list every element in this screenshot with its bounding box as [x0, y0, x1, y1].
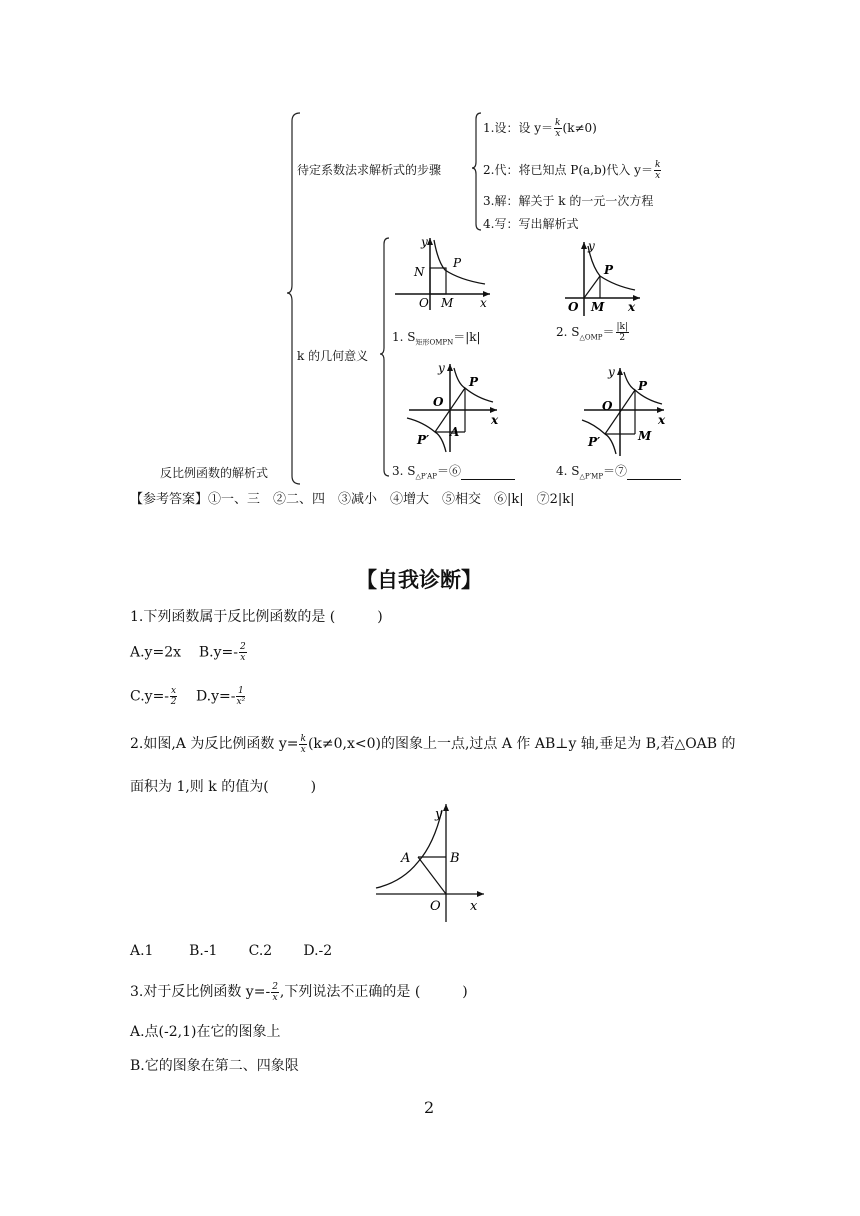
svg-text:x: x [480, 296, 487, 310]
svg-text:A: A [450, 425, 460, 439]
step-4: 4.写：写出解析式 [483, 217, 579, 231]
svg-text:B: B [450, 851, 460, 866]
svg-text:O: O [602, 399, 613, 413]
svg-text:M: M [638, 429, 652, 443]
q2-stem-line2: 面积为 1,则 k 的值为( ) [130, 779, 317, 795]
svg-text:P: P [604, 263, 614, 277]
q3-option-a: A.点(-2,1)在它的图象上 [130, 1024, 281, 1040]
svg-text:y: y [435, 807, 443, 822]
svg-text:P′: P′ [417, 433, 430, 447]
q1-stem: 1.下列函数属于反比例函数的是 ( ) [130, 609, 383, 625]
graph-rectangle-ompn [390, 232, 510, 312]
case-3: 3. $S_{\triangle P'AP}=⑥$ [392, 462, 515, 480]
case-4: 4. $S_{\triangle P'MP}=⑦$ [556, 462, 681, 480]
reference-answers: 【参考答案】①一、三 ②二、四 ③减小 ④增大 ⑤相交 ⑥|k| ⑦2|k| [130, 492, 575, 507]
q2-options: A.1 B.-1 C.2 D.-2 [130, 943, 333, 959]
q3-stem: 3.对于反比例函数 y=- $\frac{2}{x}$ ,下列说法不正确的是 ( ) [130, 981, 468, 1003]
step-3: 3.解：解关于 k 的一元一次方程 [483, 194, 654, 208]
step-1: 1.设：设 y＝ $\frac{k}{x}$ (k≠0) [483, 118, 597, 139]
svg-text:x: x [470, 899, 478, 914]
case-2: 2. $S_{\triangle OMP}=$ $\frac{|k|}{2}$ [556, 322, 629, 343]
step-2: 2.代：将已知点 P(a,b)代入 y＝ $\frac{k}{x}$ [483, 160, 661, 181]
svg-text:x: x [491, 413, 499, 427]
q1-options-ab: A.y=2x B.y=- $\frac{2}{x}$ [130, 642, 246, 663]
section-title: 【自我诊断】 [356, 568, 482, 592]
svg-text:P: P [638, 379, 648, 393]
q1-options-cd: C.y=- $\frac{x}{2}$ D.y=- $\frac{1}{\text{x²}}$ [130, 686, 246, 707]
svg-text:O: O [430, 899, 441, 914]
branch-label-method: 待定系数法求解析式的步骤 [297, 163, 442, 177]
svg-text:P: P [469, 375, 479, 389]
svg-text:A: A [401, 851, 411, 866]
svg-text:y: y [608, 365, 615, 379]
page-number: 2 [424, 1098, 435, 1117]
graph-triangle-pmp [580, 364, 680, 459]
svg-text:y: y [421, 235, 428, 249]
svg-text:y: y [438, 361, 445, 375]
svg-text:O: O [433, 395, 444, 409]
svg-text:N: N [414, 265, 425, 279]
q2-figure [372, 800, 492, 925]
case-1: 1. $S_{矩形OMPN}=|k|$ [392, 330, 481, 347]
svg-text:M: M [591, 300, 605, 314]
svg-text:y: y [588, 239, 595, 253]
svg-text:O: O [568, 300, 579, 314]
graph-triangle-pap [405, 360, 505, 455]
q2-stem-line1: 2.如图,A 为反比例函数 y= $\frac{k}{x}$ (k≠0,x<0)的图象上一点,过点 A 作 AB⊥y 轴,垂足为 B,若△OAB 的 [130, 733, 736, 755]
svg-text:O: O [419, 296, 429, 310]
q3-option-b: B.它的图象在第二、四象限 [130, 1058, 299, 1074]
svg-text:x: x [658, 413, 666, 427]
svg-text:x: x [628, 300, 636, 314]
branch-label-geometry: k 的几何意义 [297, 349, 369, 363]
svg-text:P: P [453, 256, 462, 270]
svg-text:M: M [441, 296, 454, 310]
svg-text:P′: P′ [588, 435, 601, 449]
graph-triangle-omp [560, 238, 660, 318]
mindmap-root-label: 反比例函数的解析式 [160, 466, 269, 480]
